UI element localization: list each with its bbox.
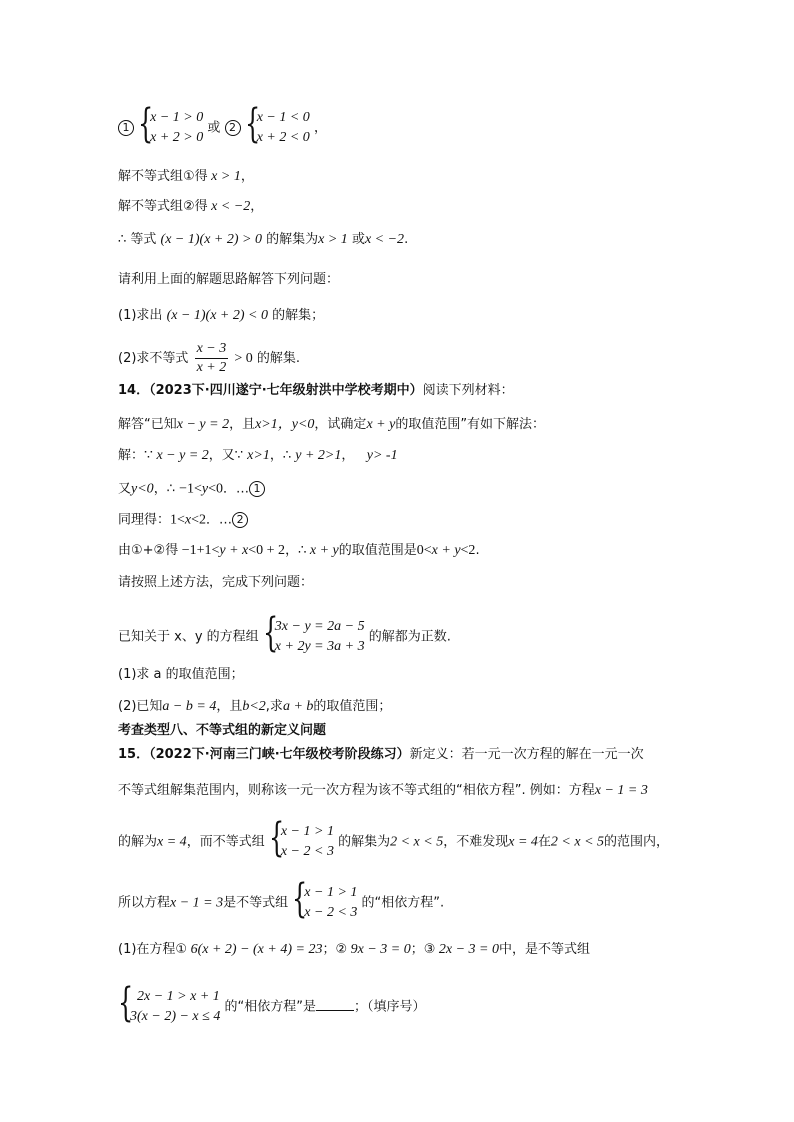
text: ；② bbox=[322, 942, 348, 957]
inequality-system: { 2x − 1 > x + 1 3(x − 2) − x ≤ 4 bbox=[118, 980, 221, 1026]
text: 的解集. bbox=[256, 351, 301, 366]
question-13-1: (1)求出 (x − 1)(x + 2) < 0 的解集； bbox=[118, 308, 325, 323]
question-source: 14．（2023下·四川遂宁·七年级射洪中学校考期中） bbox=[118, 383, 423, 398]
circle-one-icon: 1 bbox=[249, 481, 265, 497]
text: 的解都为正数. bbox=[368, 629, 451, 645]
text: 新定义：若一元一次方程的解在一元一次 bbox=[409, 747, 644, 762]
text: (2)求不等式 bbox=[118, 351, 189, 366]
text: 中，是不等式组 bbox=[498, 942, 590, 957]
conclusion-line: ∴ 等式 (x − 1)(x + 2) > 0 的解集为x > 1 或x < −2. bbox=[118, 232, 409, 247]
text: 解不等式组②得 bbox=[118, 199, 208, 214]
text: 同理得： bbox=[118, 512, 171, 528]
text: ,求 bbox=[265, 699, 283, 714]
text: 解： bbox=[118, 448, 145, 463]
question-13-2: (2)求不等式 $\frac{x - 3}{x + 2}$ > 0 的解集. bbox=[118, 341, 301, 375]
text: 的解集； bbox=[272, 308, 325, 323]
text: (2)已知 bbox=[118, 699, 163, 714]
definition-line-3: 所以方程x − 1 = 3是不等式组 { x − 1 > 1 x − 2 < 3 的“相依方程”. bbox=[118, 876, 445, 922]
solution-line-2: 又y<0，∴ −1<y<0．… 1 bbox=[118, 481, 265, 497]
inequality-system: { x − 1 > 1 x − 2 < 3 bbox=[292, 876, 358, 922]
text: 在 bbox=[537, 834, 551, 850]
text: ，且 bbox=[216, 699, 243, 714]
text: ，且 bbox=[229, 417, 256, 432]
text: 已知关于 x、y 的方程组 bbox=[118, 629, 259, 645]
text: ∴ bbox=[298, 543, 307, 558]
text: 又 bbox=[118, 481, 132, 497]
material-line: 解答“已知x − y = 2，且x>1，y<0，试确定x + y的取值范围”有如下解法： bbox=[118, 417, 546, 432]
text: 的解为 bbox=[118, 834, 158, 850]
text: 所以方程 bbox=[118, 895, 171, 911]
text: 的取值范围； bbox=[313, 699, 392, 714]
text: ；③ bbox=[410, 942, 436, 957]
question-14-header bbox=[118, 384, 514, 397]
text: 或 bbox=[351, 232, 365, 247]
circle-two-icon: 2 bbox=[225, 120, 241, 136]
solution-line-1: 解：∵ x − y = 2，又∵ x>1，∴ y + 2>1， y> -1 bbox=[118, 448, 398, 463]
text: 解不等式组①得 bbox=[118, 169, 208, 184]
solution-line-4: 由①+②得 −1+1<y + x<0 + 2，∴ x + y的取值范围是0<x + y<2. bbox=[118, 543, 480, 558]
equation-system: { 3x − y = 2a − 5 x + 2y = 3a + 3 bbox=[262, 610, 365, 656]
text: (1)求出 bbox=[118, 308, 163, 323]
text: (1)在方程① bbox=[118, 942, 188, 957]
comma: ， bbox=[313, 120, 327, 136]
system-two: { x − 1 < 0 x + 2 < 0 bbox=[244, 101, 310, 147]
text: 由①+②得 bbox=[118, 543, 179, 558]
instruction-line-2: 请按照上述方法，完成下列问题： bbox=[118, 575, 314, 590]
text: 解答“已知 bbox=[118, 417, 177, 432]
instruction-line: 请利用上面的解题思路解答下列问题： bbox=[118, 272, 340, 287]
circle-one-icon: 1 bbox=[118, 120, 134, 136]
system-one: { x − 1 > 0 x + 2 > 0 bbox=[138, 101, 204, 147]
question-15-1: (1)在方程① 6(x + 2) − (x + 4) = 23；② 9x − 3 = 0；③ 2x − 3 = 0中，是不等式组 bbox=[118, 942, 590, 957]
text: ∴ 等式 bbox=[118, 232, 157, 247]
text: ；（填序号） bbox=[353, 999, 426, 1015]
text: 不等式组解集范围内，则称该一元一次方程为该不等式组的“相依方程”. 例如：方程 bbox=[118, 783, 595, 798]
text: 的解集为 bbox=[338, 834, 391, 850]
inequality-system: { x − 1 > 1 x − 2 < 3 bbox=[268, 815, 334, 861]
question-15-1-cont bbox=[118, 980, 426, 1027]
answer-blank[interactable] bbox=[316, 998, 354, 1011]
fraction: $\frac{x - 3}{x + 2}$ bbox=[196, 341, 227, 375]
section-heading: 考查类型八、不等式组的新定义问题 bbox=[118, 723, 327, 738]
or-text: 或 bbox=[207, 120, 221, 136]
text: ，试确定 bbox=[314, 417, 367, 432]
systems-line bbox=[118, 101, 327, 148]
solution-line-3: 同理得：1<x<2．… 2 bbox=[118, 512, 248, 528]
definition-line-1: 不等式组解集范围内，则称该一元一次方程为该不等式组的“相依方程”. 例如：方程x − 1 = 3 bbox=[118, 783, 648, 798]
question-14-1: (1)求 a 的取值范围； bbox=[118, 667, 244, 682]
equation-system-line bbox=[118, 610, 451, 657]
question-source: 15．（2022下·河南三门峡·七年级校考阶段练习） bbox=[118, 747, 410, 762]
text: 阅读下列材料： bbox=[422, 383, 514, 398]
solve-two-line: 解不等式组②得 x < −2， bbox=[118, 199, 264, 214]
circle-two-icon: 2 bbox=[232, 512, 248, 528]
text: 的范围内， bbox=[604, 834, 670, 850]
text: 的取值范围是 bbox=[338, 543, 417, 558]
solve-one-line: 解不等式组①得 x > 1， bbox=[118, 169, 254, 184]
text: ，而不等式组 bbox=[186, 834, 265, 850]
text: 的解集为 bbox=[266, 232, 319, 247]
question-15-header bbox=[118, 748, 644, 761]
text: 的“相依方程”是 bbox=[224, 999, 316, 1015]
text: 是不等式组 bbox=[223, 895, 289, 911]
text: 的取值范围”有如下解法： bbox=[395, 417, 546, 432]
definition-line-2: 的解为x = 4，而不等式组 { x − 1 > 1 x − 2 < 3 的解集为2 < x < 5，不难发现x = 4在2 < x < 5的范围内， bbox=[118, 815, 670, 861]
text: ，不难发现 bbox=[443, 834, 509, 850]
text: 的“相依方程”. bbox=[361, 895, 445, 911]
question-14-2: (2)已知a − b = 4，且b<2,求a + b的取值范围； bbox=[118, 699, 392, 714]
